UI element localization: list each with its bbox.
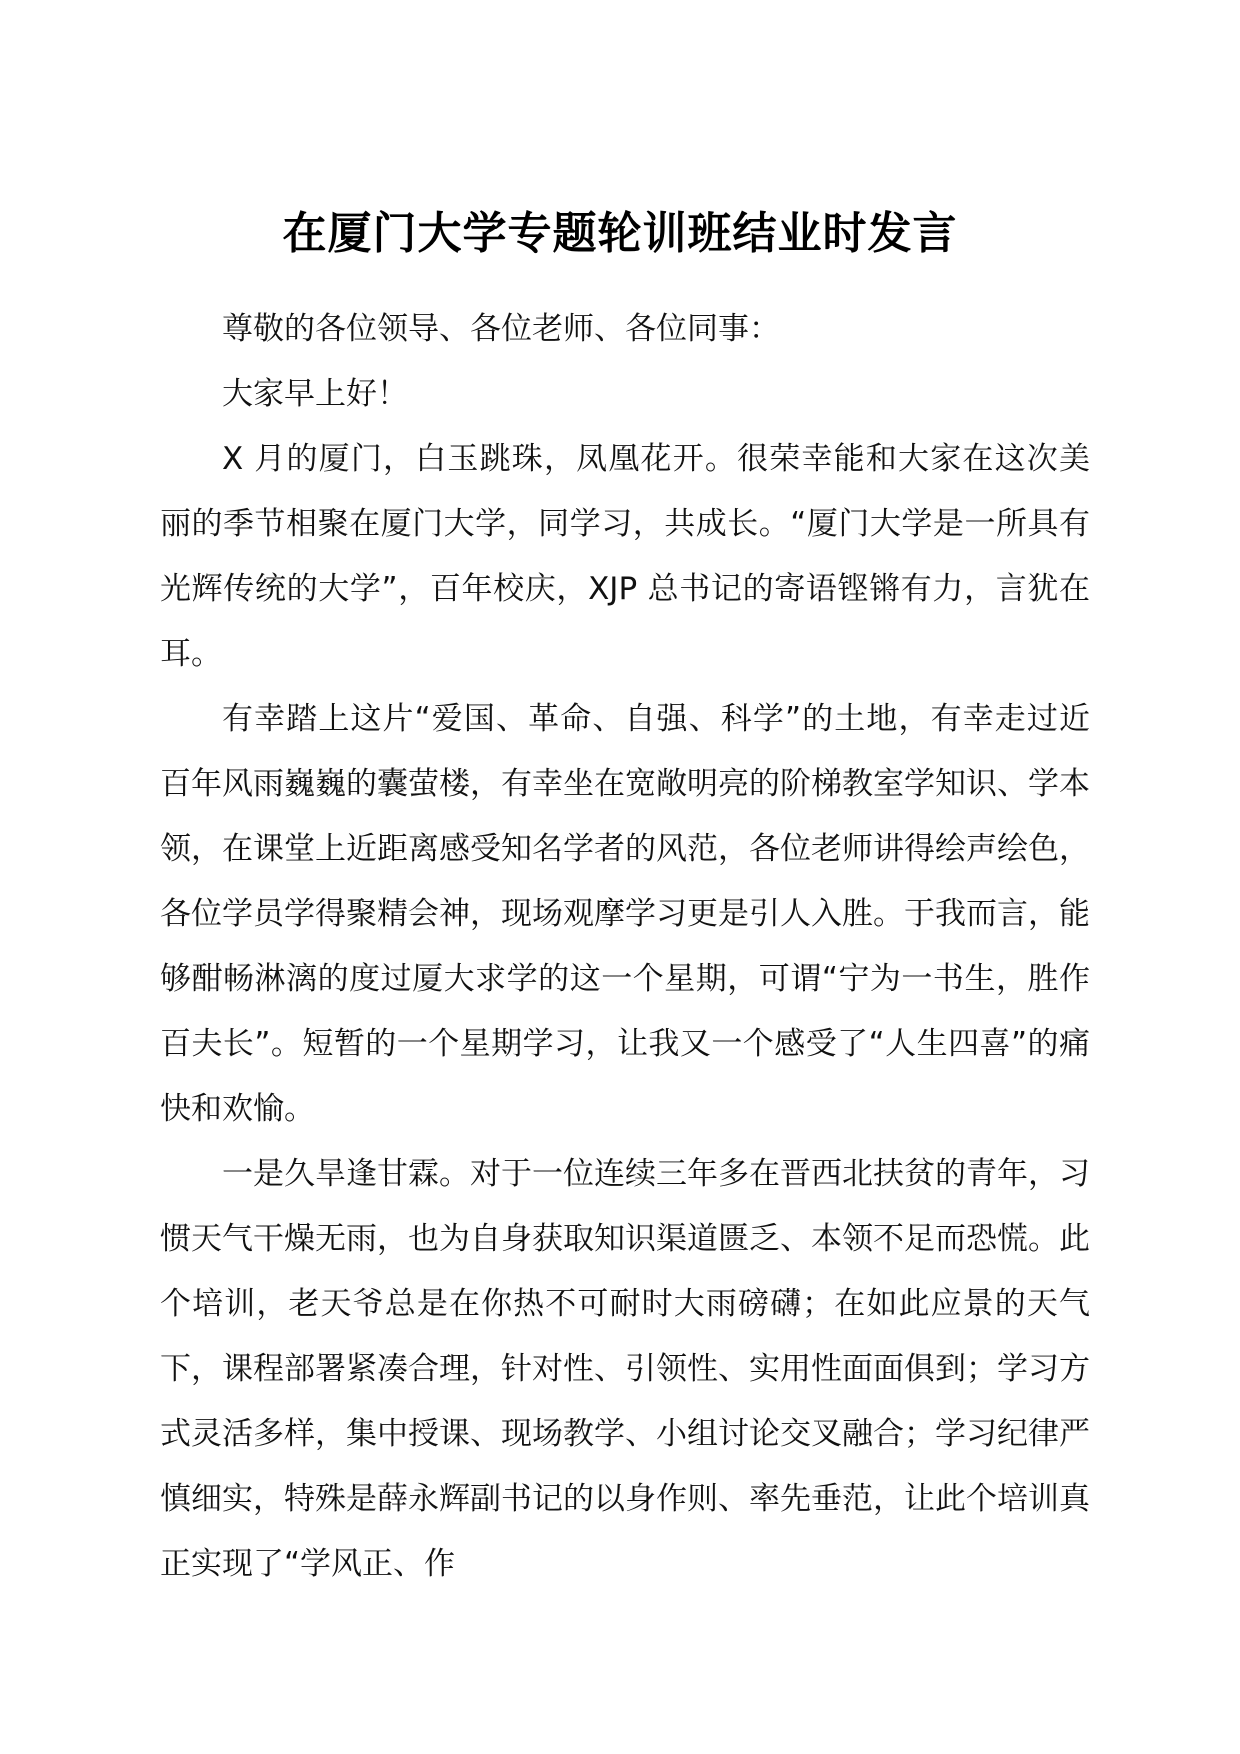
body-paragraph: 有幸踏上这片“爱国、革命、自强、科学”的土地，有幸走过近百年风雨巍巍的囊萤楼，有幸坐在宽敞明亮的阶梯教室学知识、学本领，在课堂上近距离感受知名学者的风范，各位老师讲得绘声绘色，各位学员学得聚精会神，现场观摩学习更是引人入胜。于我而言，能够酣畅淋漓的度过厦大求学的这一个星期，可谓“宁为一书生，胜作百夫长”。短暂的一个星期学习，让我又一个感受了“人生四喜”的痛快和欢愉。 (160, 701, 1090, 1127)
body-paragraph: 一是久旱逢甘霖。对于一位连续三年多在晋西北扶贫的青年，习惯天气干燥无雨，也为自身获取知识渠道匮乏、本领不足而恐慌。此个培训，老天爷总是在你热不可耐时大雨磅礴；在如此应景的天气下，课程部署紧凑合理，针对性、引领性、实用性面面俱到；学习方式灵活多样，集中授课、现场教学、小组讨论交叉融合；学习纪律严慎细实，特殊是薛永辉副书记的以身作则、率先垂范，让此个培训真正实现了“学风正、作 (160, 1156, 1090, 1582)
salutation-paragraph: 尊敬的各位领导、各位老师、各位同事： (222, 311, 780, 347)
greeting-paragraph: 大家早上好！ (222, 376, 408, 412)
document-body (160, 297, 1090, 1597)
body-paragraph: X 月的厦门，白玉跳珠，凤凰花开。很荣幸能和大家在这次美丽的季节相聚在厦门大学，同学习，共成长。“厦门大学是一所具有光辉传统的大学”，百年校庆，XJP 总书记的寄语铿锵有力，言犹在耳。 (160, 441, 1090, 672)
document-title: 在厦门大学专题轮训班结业时发言 (282, 208, 958, 259)
